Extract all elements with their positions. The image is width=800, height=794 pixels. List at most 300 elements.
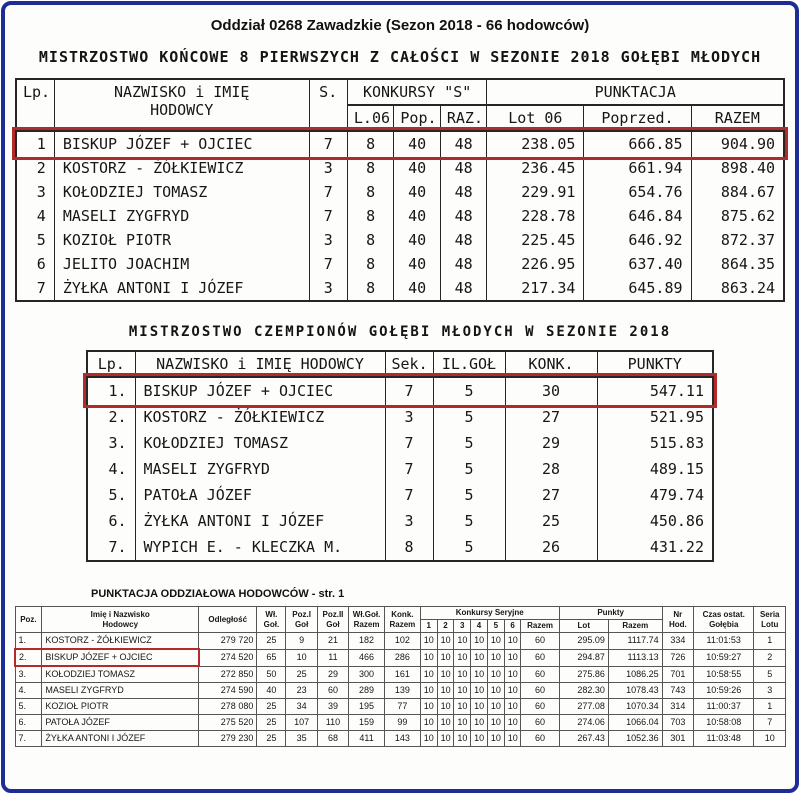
cell-s5: 10 (487, 633, 504, 650)
cell-czas: 10:59:27 (694, 649, 754, 666)
cell-czas: 10:59:26 (694, 683, 754, 699)
cell-name: WYPICH E. - KLECZKA M. (135, 534, 385, 561)
cell-name: MASELI ZYGFRYD (135, 456, 385, 482)
cell-pop: 40 (394, 276, 440, 301)
cell-s1: 10 (420, 731, 437, 747)
cell-razem: 898.40 (691, 156, 784, 180)
cell-pop: 40 (394, 131, 440, 156)
cell-srazem: 60 (521, 683, 559, 699)
col-poz1-line2: Goł (294, 619, 309, 629)
col-name (42, 607, 199, 633)
cell-s5: 10 (487, 715, 504, 731)
cell-wlrazem: 159 (349, 715, 385, 731)
col-name-line2: Hodowcy (102, 619, 139, 629)
cell-sek: 7 (385, 456, 433, 482)
cell-konkrazem: 139 (384, 683, 420, 699)
col-poz1-line1: Poz.I (292, 609, 311, 619)
cell-srazem: 60 (521, 649, 559, 666)
cell-s1: 10 (420, 649, 437, 666)
cell-s4: 10 (471, 666, 488, 683)
cell-name: JELITO JOACHIM (54, 252, 309, 276)
cell-wl: 50 (257, 666, 286, 683)
table2-header (87, 351, 713, 377)
col-poprzed: Poprzed. (584, 105, 691, 131)
cell-sek: 7 (385, 482, 433, 508)
col-czas (694, 607, 754, 633)
cell-poz: 5. (15, 699, 42, 715)
cell-name: KOSTORZ - ŻÓŁKIEWICZ (42, 633, 199, 650)
cell-sek: 7 (385, 430, 433, 456)
cell-poz: 1. (15, 633, 42, 650)
cell-czas: 11:00:37 (694, 699, 754, 715)
cell-l06: 8 (347, 228, 393, 252)
cell-s1: 10 (420, 633, 437, 650)
cell-raz: 48 (440, 156, 487, 180)
cell-punkty: 521.95 (597, 404, 713, 430)
cell-s6: 10 (504, 633, 521, 650)
cell-ilgol: 5 (433, 404, 505, 430)
cell-ilgol: 5 (433, 430, 505, 456)
cell-name: ŻYŁKA ANTONI I JÓZEF (54, 276, 309, 301)
cell-lp: 6 (16, 252, 54, 276)
cell-konkrazem: 143 (384, 731, 420, 747)
champions-table (86, 350, 714, 562)
cell-seria: 10 (754, 731, 786, 747)
col-wlrazem-line1: Wł.Goł. (352, 609, 381, 619)
cell-name: KOZIOŁ PIOTR (54, 228, 309, 252)
cell-wl: 25 (257, 731, 286, 747)
col-konk-line1: Konk. (391, 609, 414, 619)
cell-lp: 5. (87, 482, 135, 508)
cell-sek: 7 (385, 377, 433, 404)
col-name (54, 79, 309, 131)
cell-srazem: 60 (521, 633, 559, 650)
table1-header (16, 79, 784, 131)
cell-odl: 279 720 (199, 633, 257, 650)
cell-poprzed: 654.76 (584, 180, 691, 204)
cell-razem: 875.62 (691, 204, 784, 228)
cell-poz1: 25 (286, 666, 317, 683)
cell-poprzed: 645.89 (584, 276, 691, 301)
cell-konk: 29 (505, 430, 597, 456)
cell-konk: 30 (505, 377, 597, 404)
table3-header (15, 607, 786, 633)
cell-seria: 1 (754, 699, 786, 715)
cell-razem: 1086.25 (608, 666, 662, 683)
cell-s6: 10 (504, 699, 521, 715)
cell-srazem: 60 (521, 731, 559, 747)
cell-wlrazem: 466 (349, 649, 385, 666)
cell-ilgol: 5 (433, 508, 505, 534)
cell-lot: 294.87 (559, 649, 608, 666)
cell-lot06: 225.45 (487, 228, 584, 252)
cell-name: BISKUP JÓZEF + OJCIEC (42, 649, 199, 666)
col-group-punktacja: PUNKTACJA (487, 79, 784, 105)
cell-name: MASELI ZYGFRYD (54, 204, 309, 228)
cell-czas: 11:03:48 (694, 731, 754, 747)
cell-s6: 10 (504, 731, 521, 747)
cell-lot: 275.86 (559, 666, 608, 683)
cell-lot06: 217.34 (487, 276, 584, 301)
cell-name: KOŁODZIEJ TOMASZ (135, 430, 385, 456)
cell-poz: 6. (15, 715, 42, 731)
cell-poz2: 21 (317, 633, 348, 650)
cell-s2: 10 (437, 649, 454, 666)
col-poz2-line2: Goł (326, 619, 340, 629)
cell-lp: 3 (16, 180, 54, 204)
cell-name: BISKUP JÓZEF + OJCIEC (54, 131, 309, 156)
cell-lot: 282.30 (559, 683, 608, 699)
col-konk-line2: Razem (389, 619, 416, 629)
col-nr-hod (662, 607, 693, 633)
cell-s2: 10 (437, 715, 454, 731)
cell-lot06: 236.45 (487, 156, 584, 180)
col-nr-line1: Nr (673, 609, 683, 619)
cell-poz1: 35 (286, 731, 317, 747)
cell-srazem: 60 (521, 715, 559, 731)
table-row (87, 508, 713, 534)
col-l06: L.06 (347, 105, 393, 131)
cell-poz2: 60 (317, 683, 348, 699)
cell-poz: 7. (15, 731, 42, 747)
cell-lp: 1 (16, 131, 54, 156)
cell-nr: 703 (662, 715, 693, 731)
cell-name: PATOŁA JÓZEF (42, 715, 199, 731)
col-name-line1: NAZWISKO i IMIĘ (113, 83, 250, 101)
col-s6: 6 (504, 620, 521, 633)
col-lot06: Lot 06 (487, 105, 584, 131)
cell-raz: 48 (440, 180, 487, 204)
cell-s5: 10 (487, 699, 504, 715)
table-row (87, 482, 713, 508)
cell-nr: 334 (662, 633, 693, 650)
cell-lp: 6. (87, 508, 135, 534)
cell-odl: 278 080 (199, 699, 257, 715)
cell-wl: 25 (257, 633, 286, 650)
cell-name: ŻYŁKA ANTONI I JÓZEF (135, 508, 385, 534)
cell-lot: 274.06 (559, 715, 608, 731)
cell-poz: 2. (15, 649, 42, 666)
cell-ilgol: 5 (433, 534, 505, 561)
cell-raz: 48 (440, 252, 487, 276)
col-name-line1: Imię i Nazwisko (90, 609, 150, 619)
col-odleglosc: Odległość (199, 607, 257, 633)
cell-ilgol: 5 (433, 456, 505, 482)
col-s1: 1 (420, 620, 437, 633)
cell-name: KOŁODZIEJ TOMASZ (42, 666, 199, 683)
cell-odl: 275 520 (199, 715, 257, 731)
cell-s1: 10 (420, 699, 437, 715)
col-poz2-line1: Poz.II (322, 609, 344, 619)
col-ilgol: IL.GOŁ (433, 351, 505, 377)
cell-razem: 884.67 (691, 180, 784, 204)
cell-poz1: 9 (286, 633, 317, 650)
col-name: NAZWISKO i IMIĘ HODOWCY (135, 351, 385, 377)
cell-poz2: 29 (317, 666, 348, 683)
cell-s3: 10 (454, 715, 471, 731)
cell-s: 3 (309, 228, 347, 252)
cell-punkty: 515.83 (597, 430, 713, 456)
cell-raz: 48 (440, 131, 487, 156)
cell-l06: 8 (347, 252, 393, 276)
cell-name: BISKUP JÓZEF + OJCIEC (135, 377, 385, 404)
cell-poz2: 39 (317, 699, 348, 715)
cell-punkty: 547.11 (597, 377, 713, 404)
cell-raz: 48 (440, 276, 487, 301)
table-row (87, 430, 713, 456)
cell-odl: 272 850 (199, 666, 257, 683)
cell-s5: 10 (487, 649, 504, 666)
table-row (16, 228, 784, 252)
cell-konk: 27 (505, 482, 597, 508)
cell-pop: 40 (394, 180, 440, 204)
cell-konkrazem: 77 (384, 699, 420, 715)
cell-lp: 2 (16, 156, 54, 180)
cell-s3: 10 (454, 633, 471, 650)
cell-punkty: 479.74 (597, 482, 713, 508)
col-konk: KONK. (505, 351, 597, 377)
cell-punkty: 489.15 (597, 456, 713, 482)
cell-lp: 4 (16, 204, 54, 228)
cell-s3: 10 (454, 731, 471, 747)
col-poz: Poz. (15, 607, 42, 633)
cell-s4: 10 (471, 649, 488, 666)
cell-s4: 10 (471, 715, 488, 731)
col-pop: Pop. (394, 105, 440, 131)
final-standings-table (15, 78, 785, 302)
cell-l06: 8 (347, 180, 393, 204)
cell-razem: 864.35 (691, 252, 784, 276)
cell-name: KOŁODZIEJ TOMASZ (54, 180, 309, 204)
cell-sek: 8 (385, 534, 433, 561)
col-raz: RAZ. (440, 105, 487, 131)
cell-lot: 277.08 (559, 699, 608, 715)
section1-heading: MISTRZOSTWO KOŃCOWE 8 PIERWSZYCH Z CAŁOŚCI W SEZONIE 2018 GOŁĘBI MŁODYCH (38, 48, 762, 66)
cell-poz1: 34 (286, 699, 317, 715)
cell-razem: 863.24 (691, 276, 784, 301)
cell-seria: 7 (754, 715, 786, 731)
cell-s1: 10 (420, 683, 437, 699)
cell-poz1: 10 (286, 649, 317, 666)
cell-lp: 1. (87, 377, 135, 404)
cell-s2: 10 (437, 633, 454, 650)
cell-razem: 1117.74 (608, 633, 662, 650)
table-row (87, 534, 713, 561)
cell-name: MASELI ZYGFRYD (42, 683, 199, 699)
col-s4: 4 (471, 620, 488, 633)
col-s: S. (309, 79, 347, 131)
cell-odl: 279 230 (199, 731, 257, 747)
col-wl-gol (257, 607, 286, 633)
cell-raz: 48 (440, 204, 487, 228)
cell-pop: 40 (394, 156, 440, 180)
cell-s: 7 (309, 252, 347, 276)
cell-s1: 10 (420, 715, 437, 731)
cell-razem: 904.90 (691, 131, 784, 156)
table-row (16, 276, 784, 301)
cell-s4: 10 (471, 683, 488, 699)
cell-wlrazem: 289 (349, 683, 385, 699)
cell-wl: 40 (257, 683, 286, 699)
cell-pop: 40 (394, 204, 440, 228)
table-row (15, 715, 786, 731)
cell-wlrazem: 182 (349, 633, 385, 650)
cell-lot: 267.43 (559, 731, 608, 747)
table-row (87, 456, 713, 482)
cell-nr: 701 (662, 666, 693, 683)
table-row (16, 156, 784, 180)
cell-czas: 10:58:55 (694, 666, 754, 683)
col-lp: Lp. (87, 351, 135, 377)
cell-lot06: 229.91 (487, 180, 584, 204)
cell-lp: 7 (16, 276, 54, 301)
cell-lp: 4. (87, 456, 135, 482)
cell-l06: 8 (347, 131, 393, 156)
col-lot: Lot (559, 620, 608, 633)
table-row (15, 633, 786, 650)
col-wlrazem-line2: Razem (353, 619, 380, 629)
cell-pop: 40 (394, 228, 440, 252)
cell-odl: 274 520 (199, 649, 257, 666)
table-row (87, 404, 713, 430)
cell-s5: 10 (487, 666, 504, 683)
cell-name: KOSTORZ - ŻÓŁKIEWICZ (54, 156, 309, 180)
document-border-frame (1, 1, 799, 793)
cell-ilgol: 5 (433, 377, 505, 404)
cell-poprzed: 637.40 (584, 252, 691, 276)
col-wlgol-razem (349, 607, 385, 633)
cell-konkrazem: 161 (384, 666, 420, 683)
cell-name: ŻYŁKA ANTONI I JÓZEF (42, 731, 199, 747)
cell-s: 7 (309, 204, 347, 228)
cell-razem: 1078.43 (608, 683, 662, 699)
cell-czas: 10:58:08 (694, 715, 754, 731)
cell-l06: 8 (347, 276, 393, 301)
table2-body (87, 377, 713, 561)
section3-heading: PUNKTACJA ODDZIAŁOWA HODOWCÓW - str. 1 (91, 588, 345, 600)
cell-s6: 10 (504, 715, 521, 731)
cell-lot06: 238.05 (487, 131, 584, 156)
cell-poz2: 110 (317, 715, 348, 731)
cell-odl: 274 590 (199, 683, 257, 699)
col-s2: 2 (437, 620, 454, 633)
cell-s1: 10 (420, 666, 437, 683)
cell-czas: 11:01:53 (694, 633, 754, 650)
cell-name: KOZIOŁ PIOTR (42, 699, 199, 715)
cell-sek: 3 (385, 508, 433, 534)
table-row (15, 731, 786, 747)
cell-s3: 10 (454, 666, 471, 683)
cell-konk: 27 (505, 404, 597, 430)
cell-raz: 48 (440, 228, 487, 252)
cell-lp: 3. (87, 430, 135, 456)
cell-s: 3 (309, 276, 347, 301)
table-row (15, 699, 786, 715)
cell-poprzed: 646.92 (584, 228, 691, 252)
table3-body (15, 633, 786, 747)
col-lp: Lp. (16, 79, 54, 131)
cell-nr: 726 (662, 649, 693, 666)
col-poz2 (317, 607, 348, 633)
cell-wlrazem: 300 (349, 666, 385, 683)
cell-s4: 10 (471, 699, 488, 715)
cell-seria: 5 (754, 666, 786, 683)
cell-poz1: 23 (286, 683, 317, 699)
col-sek: Sek. (385, 351, 433, 377)
col-seria-line1: Seria (759, 609, 780, 619)
cell-pop: 40 (394, 252, 440, 276)
table1-body (16, 131, 784, 301)
col-razem: RAZEM (691, 105, 784, 131)
cell-s2: 10 (437, 731, 454, 747)
col-czas-line1: Czas ostat. (702, 609, 745, 619)
cell-s2: 10 (437, 699, 454, 715)
cell-s2: 10 (437, 666, 454, 683)
cell-nr: 743 (662, 683, 693, 699)
cell-s6: 10 (504, 649, 521, 666)
cell-konkrazem: 286 (384, 649, 420, 666)
table-row (16, 180, 784, 204)
cell-s4: 10 (471, 633, 488, 650)
cell-poprzed: 661.94 (584, 156, 691, 180)
cell-seria: 3 (754, 683, 786, 699)
cell-wl: 25 (257, 715, 286, 731)
cell-ilgol: 5 (433, 482, 505, 508)
cell-sek: 3 (385, 404, 433, 430)
cell-nr: 301 (662, 731, 693, 747)
cell-konk: 25 (505, 508, 597, 534)
cell-razem: 1070.34 (608, 699, 662, 715)
col-seria-line2: Lotu (761, 619, 779, 629)
cell-l06: 8 (347, 204, 393, 228)
cell-razem: 872.37 (691, 228, 784, 252)
col-punkty: PUNKTY (597, 351, 713, 377)
table-row (15, 649, 786, 666)
cell-s5: 10 (487, 683, 504, 699)
cell-wl: 25 (257, 699, 286, 715)
col-group-seryjne: Konkursy Seryjne (420, 607, 559, 620)
cell-seria: 1 (754, 633, 786, 650)
cell-lot06: 226.95 (487, 252, 584, 276)
cell-konkrazem: 102 (384, 633, 420, 650)
cell-s: 3 (309, 156, 347, 180)
cell-s3: 10 (454, 649, 471, 666)
cell-poz2: 68 (317, 731, 348, 747)
table-row (16, 131, 784, 156)
col-czas-line2: Gołębia (709, 619, 739, 629)
cell-wlrazem: 411 (349, 731, 385, 747)
cell-konkrazem: 99 (384, 715, 420, 731)
table-row (15, 683, 786, 699)
table-row (87, 377, 713, 404)
col-group-konkursy: KONKURSY "S" (347, 79, 486, 105)
cell-konk: 26 (505, 534, 597, 561)
cell-poz1: 107 (286, 715, 317, 731)
section2-heading: MISTRZOSTWO CZEMPIONÓW GOŁĘBI MŁODYCH W SEZONIE 2018 (128, 324, 672, 340)
cell-poz2: 11 (317, 649, 348, 666)
cell-konk: 28 (505, 456, 597, 482)
cell-lp: 7. (87, 534, 135, 561)
cell-s6: 10 (504, 666, 521, 683)
cell-lp: 2. (87, 404, 135, 430)
cell-razem: 1113.13 (608, 649, 662, 666)
col-wl-line1: Wł. (265, 609, 278, 619)
cell-wlrazem: 195 (349, 699, 385, 715)
col-seria (754, 607, 786, 633)
cell-poprzed: 666.85 (584, 131, 691, 156)
cell-l06: 8 (347, 156, 393, 180)
cell-s6: 10 (504, 683, 521, 699)
